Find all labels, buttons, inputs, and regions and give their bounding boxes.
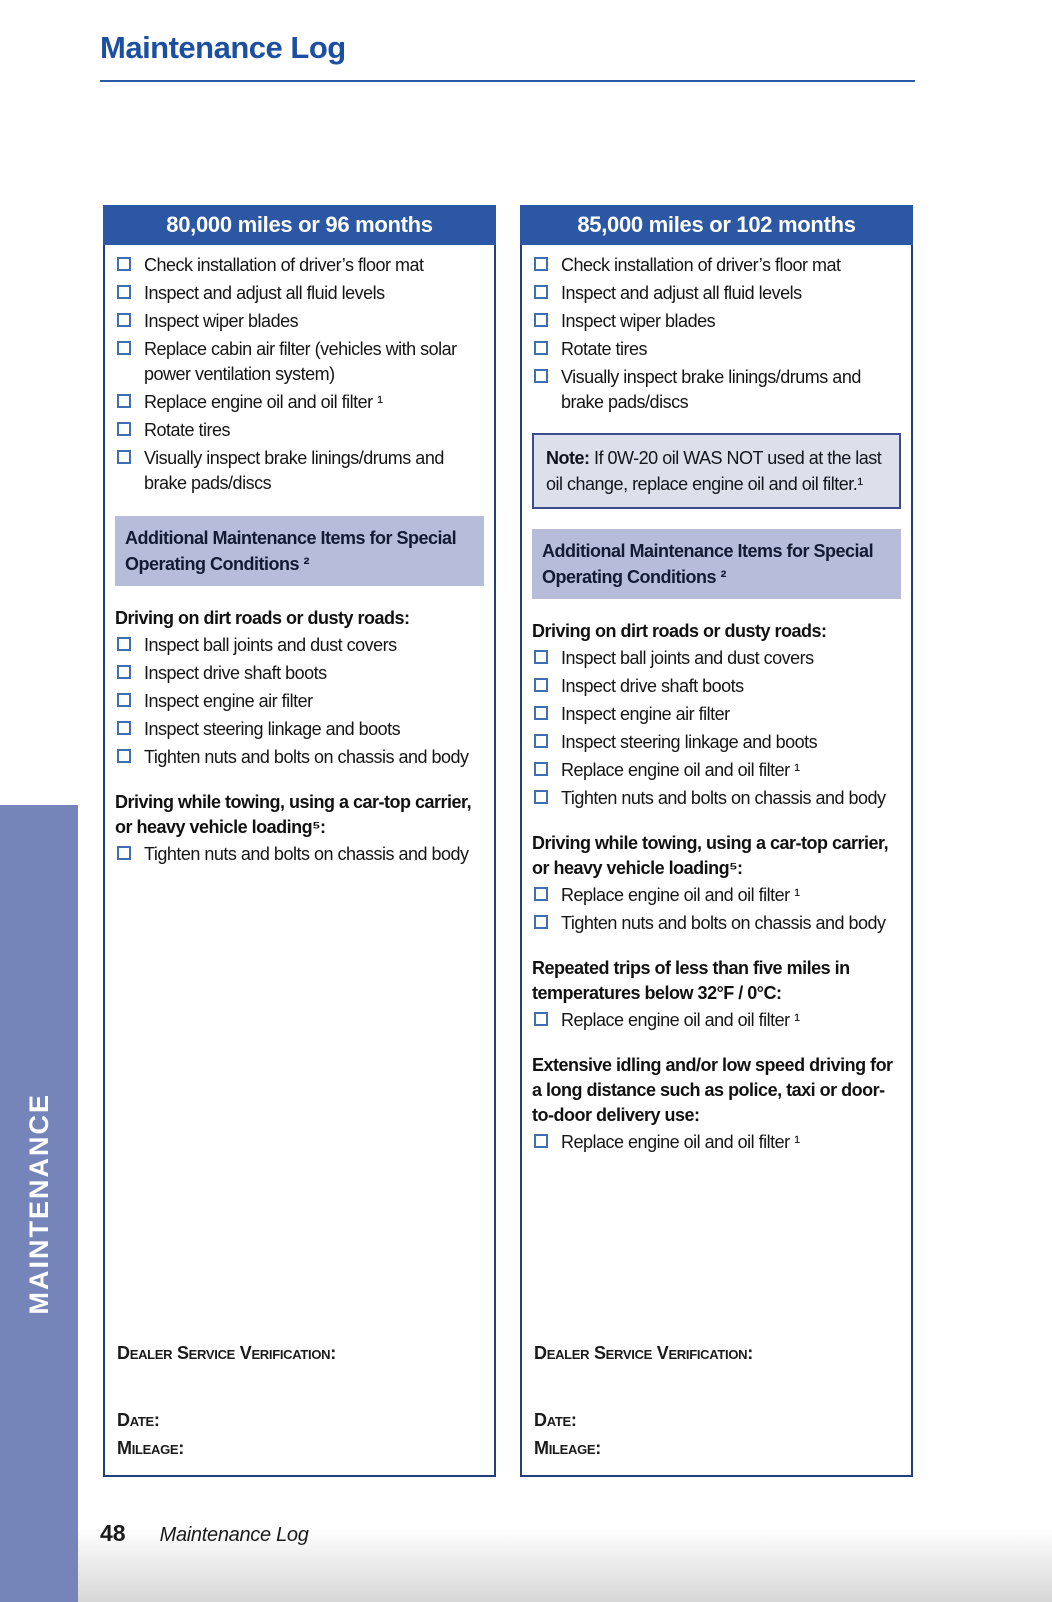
checkbox[interactable] bbox=[534, 678, 548, 692]
special-conditions-badge: Additional Maintenance Items for Special Operating Conditions ² bbox=[115, 516, 484, 586]
checkbox[interactable] bbox=[534, 650, 548, 664]
oil-note-box bbox=[532, 433, 901, 509]
checklist-item bbox=[115, 633, 486, 658]
checkbox[interactable] bbox=[117, 394, 131, 408]
checkbox[interactable] bbox=[534, 887, 548, 901]
checklist bbox=[532, 253, 903, 415]
checklist-item-label: Inspect steering linkage and boots bbox=[561, 732, 818, 752]
checklist-item-label: Replace cabin air filter (vehicles with solar power ventilation system) bbox=[144, 339, 457, 384]
checklist bbox=[532, 1008, 903, 1033]
checklist-item-label: Tighten nuts and bolts on chassis and body bbox=[561, 913, 886, 933]
checklist-item-label: Rotate tires bbox=[561, 339, 648, 359]
checklist bbox=[532, 883, 903, 936]
checklist-item-label: Inspect engine air filter bbox=[144, 691, 313, 711]
maintenance-section-tab bbox=[0, 805, 78, 1602]
checkbox[interactable] bbox=[534, 369, 548, 383]
checkbox[interactable] bbox=[534, 313, 548, 327]
checkbox[interactable] bbox=[117, 450, 131, 464]
checklist-item-label: Inspect drive shaft boots bbox=[561, 676, 744, 696]
checklist-item-label: Tighten nuts and bolts on chassis and body bbox=[144, 844, 469, 864]
checklist-item bbox=[532, 674, 903, 699]
checkbox[interactable] bbox=[534, 706, 548, 720]
checklist-item bbox=[532, 337, 903, 362]
checklist-item-label: Replace engine oil and oil filter ¹ bbox=[561, 885, 800, 905]
checklist-item bbox=[532, 646, 903, 671]
checkbox[interactable] bbox=[534, 762, 548, 776]
checkbox[interactable] bbox=[534, 341, 548, 355]
checklist-item bbox=[532, 911, 903, 936]
condition-heading: Driving while towing, using a car-top carrier, or heavy vehicle loading⁵: bbox=[532, 833, 889, 878]
page-number: 48 bbox=[100, 1520, 126, 1546]
checklist-item bbox=[115, 418, 486, 443]
checklist-item bbox=[115, 281, 486, 306]
checklist bbox=[115, 253, 486, 496]
checkbox[interactable] bbox=[117, 285, 131, 299]
date-label: Date: bbox=[117, 1410, 160, 1430]
checklist-item bbox=[532, 730, 903, 755]
checklist-item bbox=[115, 309, 486, 334]
checklist-item bbox=[115, 253, 486, 278]
checkbox[interactable] bbox=[117, 313, 131, 327]
mileage-label: Mileage: bbox=[534, 1438, 601, 1458]
checklist-item-label: Replace engine oil and oil filter ¹ bbox=[561, 1010, 800, 1030]
checkbox[interactable] bbox=[117, 693, 131, 707]
column-header: 80,000 miles or 96 months bbox=[103, 205, 496, 245]
column-sections bbox=[532, 253, 903, 1155]
checklist-item-label: Replace engine oil and oil filter ¹ bbox=[561, 1132, 800, 1152]
checklist-item-label: Inspect and adjust all fluid levels bbox=[144, 283, 385, 303]
checkbox[interactable] bbox=[534, 285, 548, 299]
checkbox[interactable] bbox=[534, 257, 548, 271]
checklist-item-label: Replace engine oil and oil filter ¹ bbox=[561, 760, 800, 780]
checklist-item-label: Tighten nuts and bolts on chassis and body bbox=[144, 747, 469, 767]
checklist-item-label: Inspect drive shaft boots bbox=[144, 663, 327, 683]
checkbox[interactable] bbox=[117, 422, 131, 436]
checklist-item bbox=[115, 717, 486, 742]
column-sections bbox=[115, 253, 486, 867]
checkbox[interactable] bbox=[534, 734, 548, 748]
checklist-item bbox=[115, 390, 486, 415]
checkbox[interactable] bbox=[117, 665, 131, 679]
condition-heading: Driving while towing, using a car-top carrier, or heavy vehicle loading⁵: bbox=[115, 792, 472, 837]
footer-section-label: Maintenance Log bbox=[159, 1524, 309, 1546]
checkbox[interactable] bbox=[117, 257, 131, 271]
checklist-item-label: Inspect wiper blades bbox=[144, 311, 299, 331]
checklist bbox=[115, 842, 486, 867]
checklist-item-label: Inspect ball joints and dust covers bbox=[561, 648, 814, 668]
checklist-item bbox=[532, 365, 903, 415]
title-divider bbox=[100, 80, 915, 82]
checklist-item-label: Inspect and adjust all fluid levels bbox=[561, 283, 802, 303]
checklist-item-label: Inspect ball joints and dust covers bbox=[144, 635, 397, 655]
checklist-item-label: Tighten nuts and bolts on chassis and body bbox=[561, 788, 886, 808]
page-footer bbox=[100, 1520, 309, 1547]
checkbox[interactable] bbox=[534, 1012, 548, 1026]
note-label: Note: bbox=[546, 448, 590, 468]
checklist-item-label: Visually inspect brake linings/drums and brake pads/discs bbox=[561, 367, 861, 412]
checkbox[interactable] bbox=[117, 637, 131, 651]
checkbox[interactable] bbox=[534, 915, 548, 929]
checklist-item bbox=[532, 758, 903, 783]
checklist-item-label: Inspect wiper blades bbox=[561, 311, 716, 331]
checklist-item-label: Inspect steering linkage and boots bbox=[144, 719, 401, 739]
page-title: Maintenance Log bbox=[100, 30, 346, 65]
checklist-item bbox=[115, 337, 486, 387]
maintenance-column-85000 bbox=[520, 205, 913, 1477]
dealer-service-verification-label: Dealer Service Verification: bbox=[534, 1343, 753, 1363]
column-body bbox=[520, 245, 913, 1477]
column-body bbox=[103, 245, 496, 1477]
checklist-item-label: Inspect engine air filter bbox=[561, 704, 730, 724]
checkbox[interactable] bbox=[117, 749, 131, 763]
checklist-item-label: Check installation of driver’s floor mat bbox=[144, 255, 424, 275]
checklist-item bbox=[532, 281, 903, 306]
checklist-item bbox=[115, 689, 486, 714]
checklist-item bbox=[115, 745, 486, 770]
column-header: 85,000 miles or 102 months bbox=[520, 205, 913, 245]
checklist bbox=[115, 633, 486, 770]
checklist-item bbox=[115, 842, 486, 867]
dealer-verification-block bbox=[117, 1343, 336, 1459]
condition-heading: Driving on dirt roads or dusty roads: bbox=[532, 621, 827, 641]
checkbox[interactable] bbox=[534, 790, 548, 804]
checkbox[interactable] bbox=[534, 1134, 548, 1148]
condition-heading: Driving on dirt roads or dusty roads: bbox=[115, 608, 410, 628]
checklist-item bbox=[532, 253, 903, 278]
checklist bbox=[532, 646, 903, 811]
checklist-item bbox=[532, 1130, 903, 1155]
checkbox[interactable] bbox=[117, 721, 131, 735]
condition-heading: Extensive idling and/or low speed driving for a long distance such as police, taxi or door-to-door delivery use: bbox=[532, 1055, 893, 1125]
dealer-service-verification-label: Dealer Service Verification: bbox=[117, 1343, 336, 1363]
checkbox[interactable] bbox=[117, 846, 131, 860]
special-conditions-badge: Additional Maintenance Items for Special Operating Conditions ² bbox=[532, 529, 901, 599]
checklist-item bbox=[532, 1008, 903, 1033]
note-text: If 0W-20 oil WAS NOT used at the last oil change, replace engine oil and oil filter.¹ bbox=[546, 448, 882, 494]
checklist-item bbox=[532, 786, 903, 811]
checkbox[interactable] bbox=[117, 341, 131, 355]
checklist-item bbox=[532, 883, 903, 908]
checklist-item bbox=[532, 309, 903, 334]
date-label: Date: bbox=[534, 1410, 577, 1430]
checklist-item bbox=[115, 446, 486, 496]
checklist-item-label: Check installation of driver’s floor mat bbox=[561, 255, 841, 275]
checklist-item bbox=[115, 661, 486, 686]
checklist-item-label: Rotate tires bbox=[144, 420, 231, 440]
condition-heading: Repeated trips of less than five miles in temperatures below 32°F / 0°C: bbox=[532, 958, 850, 1003]
checklist bbox=[532, 1130, 903, 1155]
maintenance-column-80000 bbox=[103, 205, 496, 1477]
maintenance-tab-label: MAINTENANCE bbox=[23, 1092, 54, 1315]
checklist-item bbox=[532, 702, 903, 727]
checklist-item-label: Replace engine oil and oil filter ¹ bbox=[144, 392, 383, 412]
dealer-verification-block bbox=[534, 1343, 753, 1459]
mileage-label: Mileage: bbox=[117, 1438, 184, 1458]
checklist-item-label: Visually inspect brake linings/drums and brake pads/discs bbox=[144, 448, 444, 493]
